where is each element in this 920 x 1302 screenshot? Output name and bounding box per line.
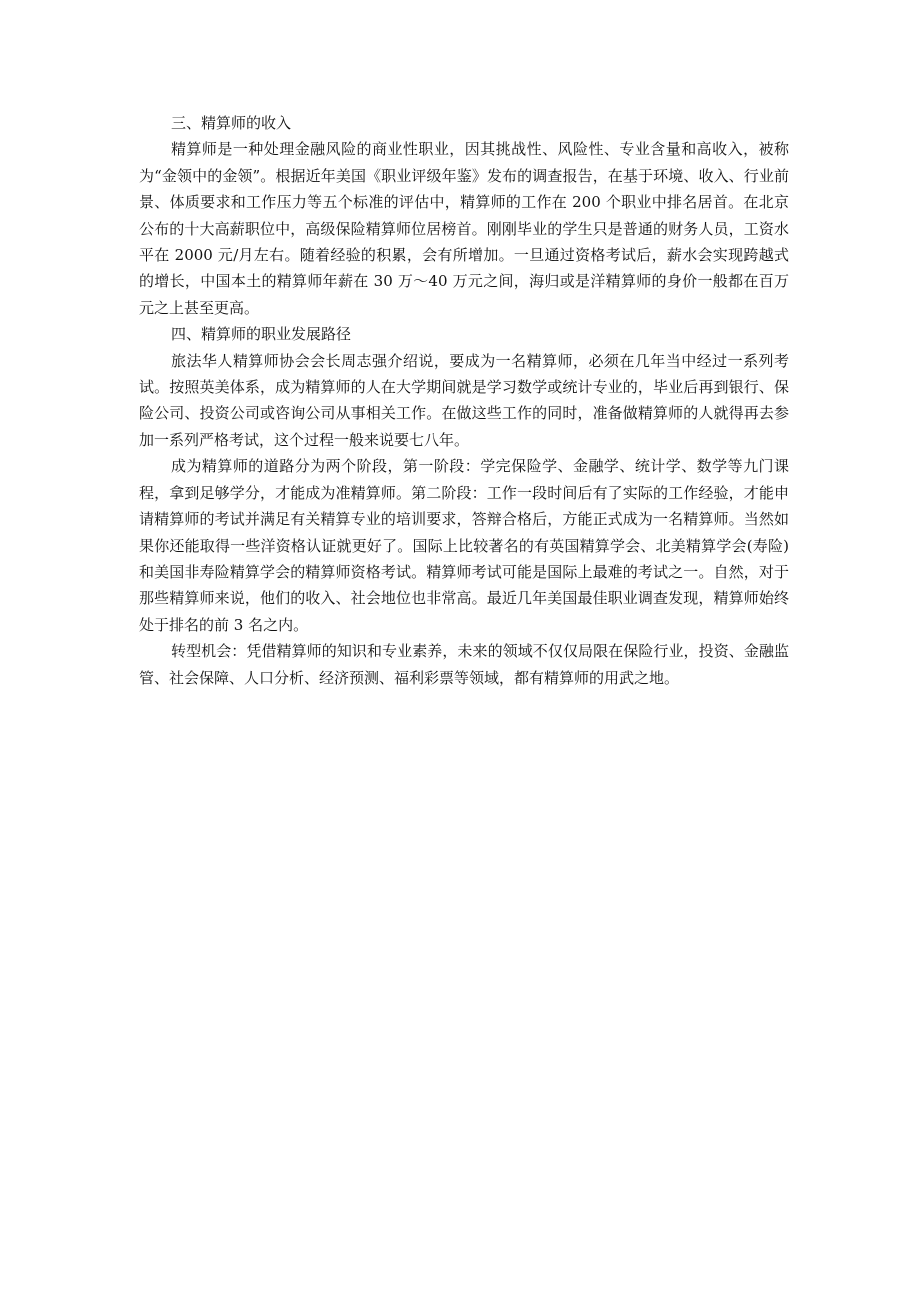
paragraph-income: 精算师是一种处理金融风险的商业性职业，因其挑战性、风险性、专业含量和高收入，被称为“金领中的金领”。根据近年美国《职业评级年鉴》发布的调查报告，在基于环境、收入、行业前景、体质要求和工作压力等五个标准的评估中，精算师的工作在 200 个职业中排名居首。在北京公布的十大高薪职位中，高级保险精算师位居榜首。刚刚毕业的学生只是普通的财务人员，工资水平在 2000 元/月左右。随着经验的积累，会有所增加。一旦通过资格考试后，薪水会实现跨越式的增长，中国本土的精算师年薪在 30 万～40 万元之间，海归或是洋精算师的身价一般都在百万元之上甚至更高。 <box>139 140 789 317</box>
section-heading-income: 三、精算师的收入 <box>171 114 292 132</box>
section-heading-career-path: 四、精算师的职业发展路径 <box>171 325 352 344</box>
paragraph-career-path-intro: 旅法华人精算师协会会长周志强介绍说，要成为一名精算师，必须在几年当中经过一系列考试。按照英美体系，成为精算师的人在大学期间就是学习数学或统计专业的，毕业后再到银行、保险公司、投资公司或咨询公司从事相关工作。在做这些工作的同时，准备做精算师的人就得再去参加一系列严格考试，这个过程一般来说要七八年。 <box>139 351 789 449</box>
paragraph-transition-opportunity: 转型机会：凭借精算师的知识和专业素养，未来的领域不仅仅局限在保险行业，投资、金融监管、社会保障、人口分析、经济预测、福利彩票等领域，都有精算师的用武之地。 <box>139 642 789 687</box>
paragraph-career-stages: 成为精算师的道路分为两个阶段，第一阶段：学完保险学、金融学、统计学、数学等九门课程，拿到足够学分，才能成为准精算师。第二阶段：工作一段时间后有了实际的工作经验，才能申请精算师的考试并满足有关精算专业的培训要求，答辩合格后，方能正式成为一名精算师。当然如果你还能取得一些洋资格认证就更好了。国际上比较著名的有英国精算学会、北美精算学会(寿险)和美国非寿险精算学会的精算师资格考试。精算师考试可能是国际上最难的考试之一。自然，对于那些精算师来说，他们的收入、社会地位也非常高。最近几年美国最佳职业调查发现，精算师始终处于排名的前 3 名之内。 <box>139 457 789 634</box>
document-body <box>139 110 789 691</box>
